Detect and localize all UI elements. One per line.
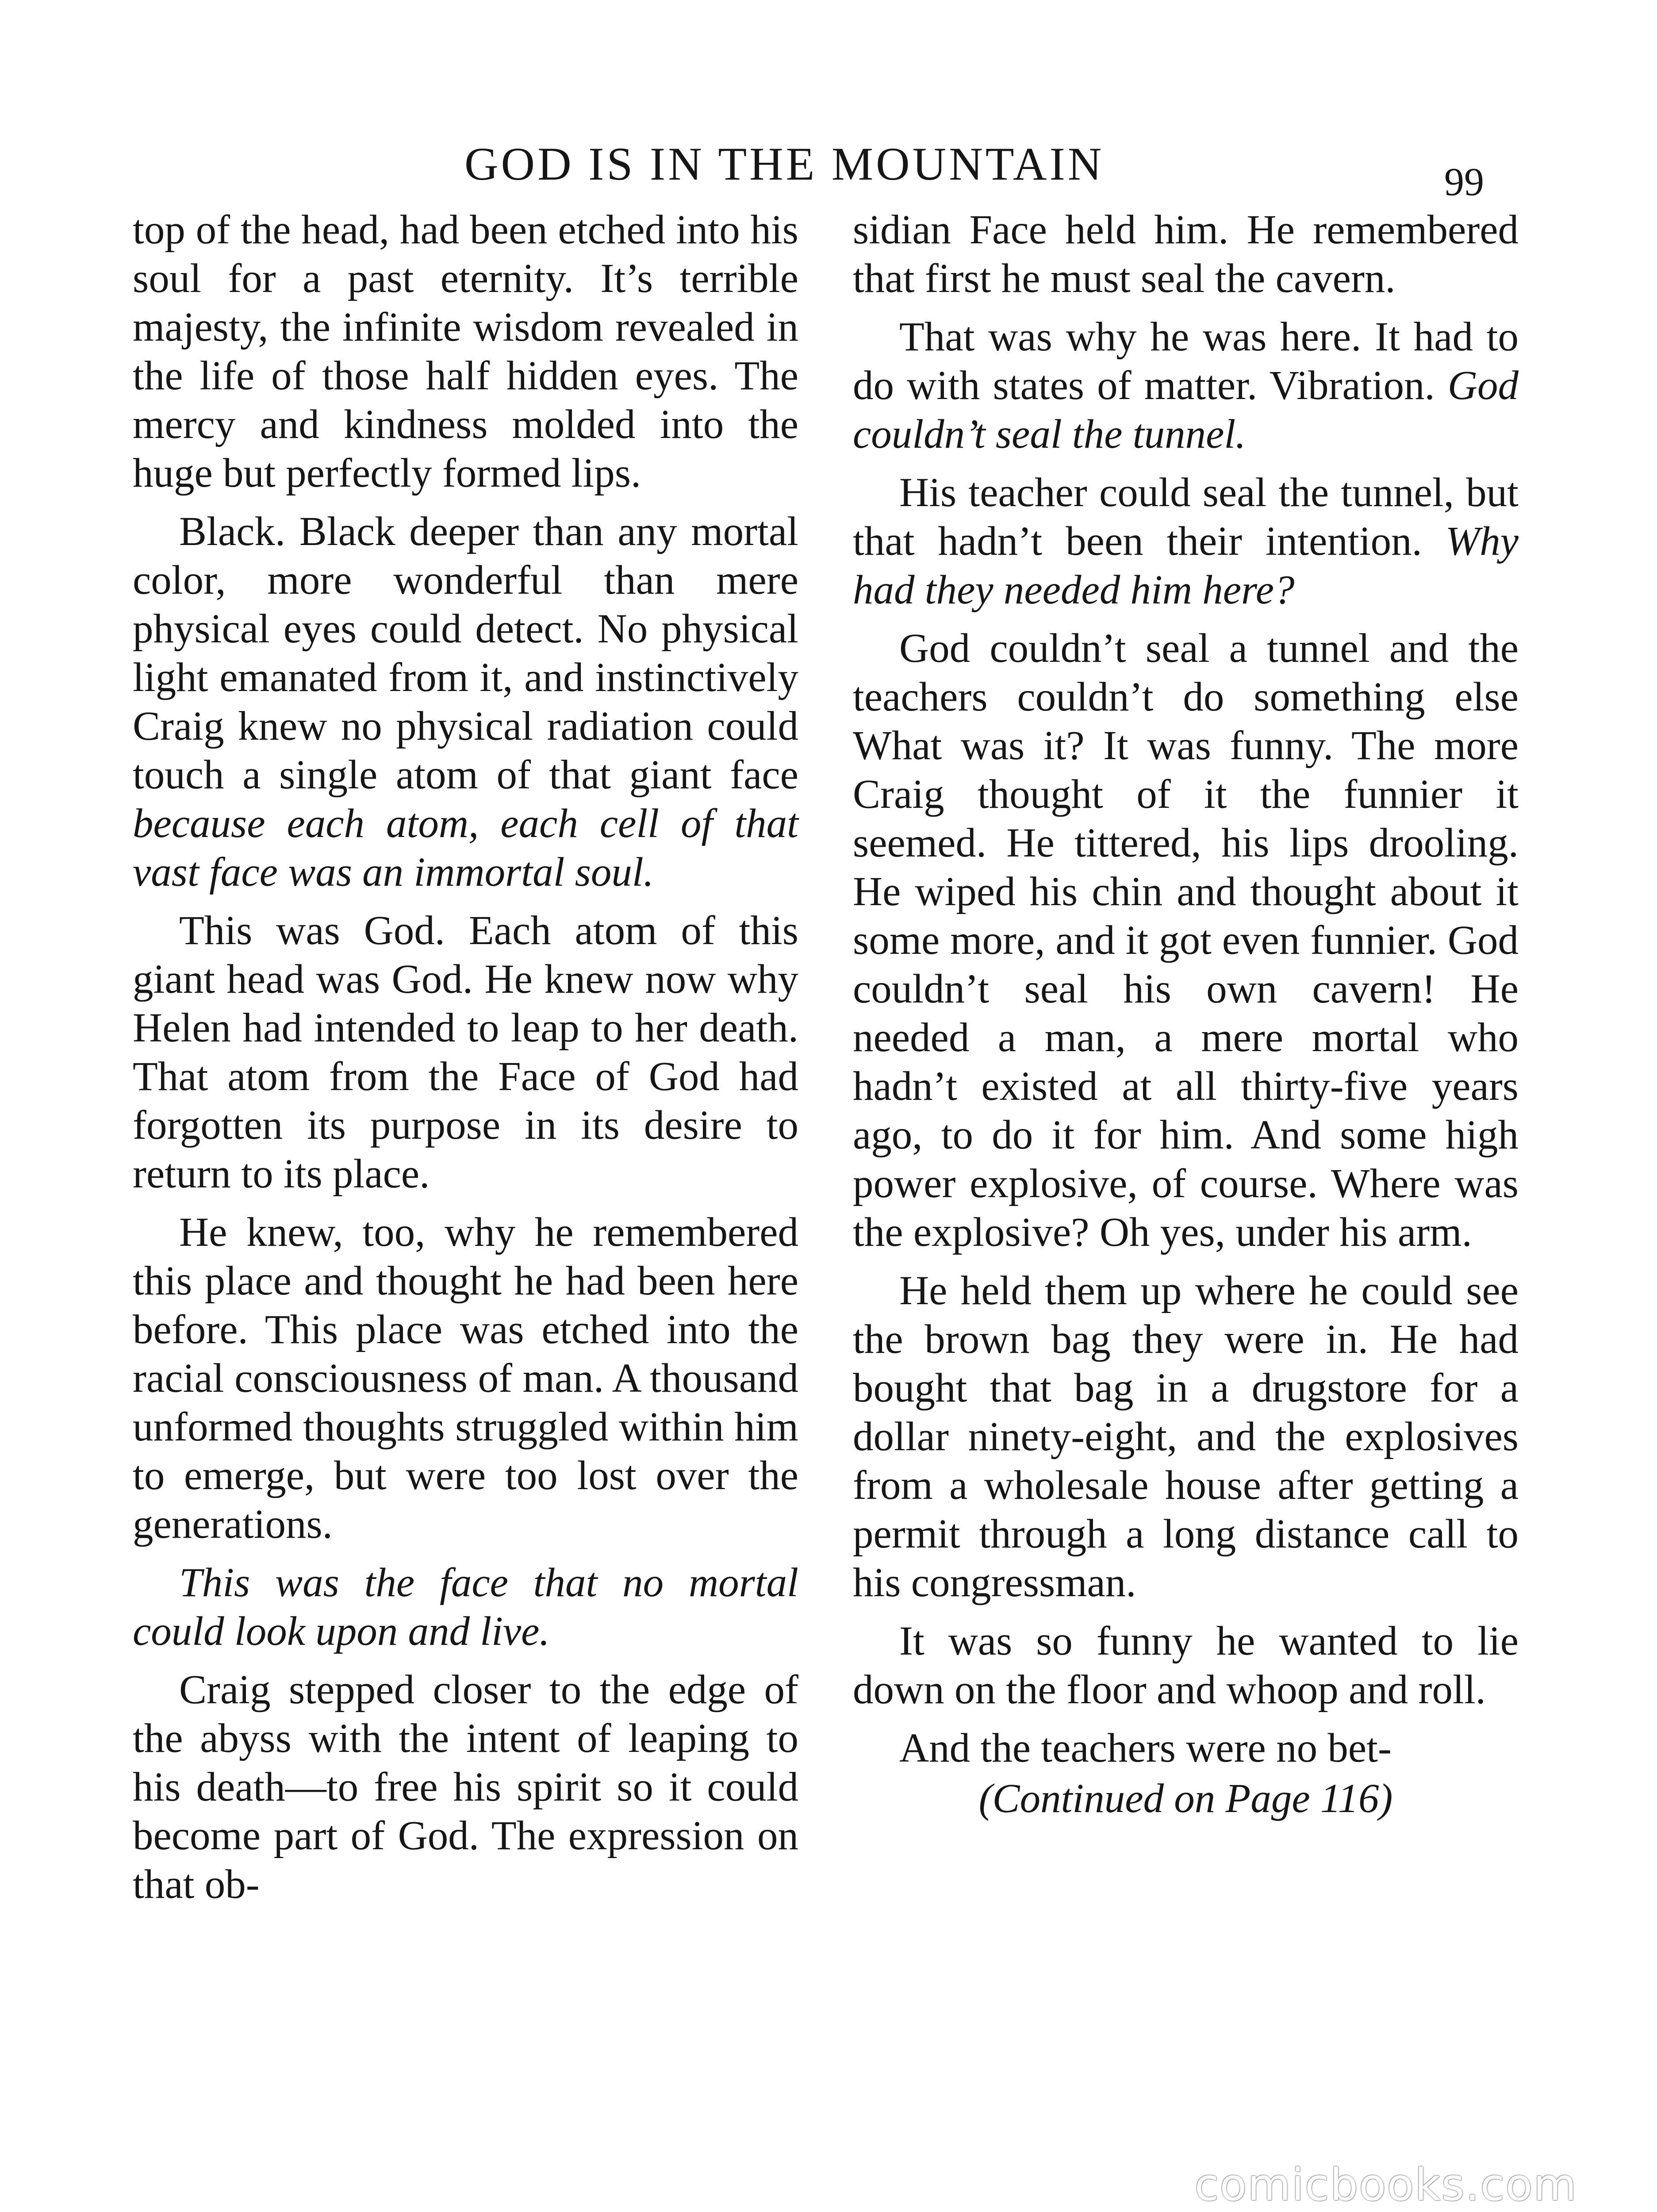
italic-text: Why had they needed him here? [853, 518, 1519, 613]
continued-note: (Continued on Page 116) [978, 1776, 1393, 1821]
paragraph-text: His teacher could seal the tunnel, but that hadn’t been their intention. [853, 470, 1519, 564]
paragraph: And the teachers were no bet- [899, 1725, 1392, 1771]
paragraph [133, 507, 798, 897]
paragraph [853, 469, 1519, 614]
page-number: 99 [1444, 160, 1484, 204]
italic-text: because each atom, each cell of that vast face was an immortal soul. [133, 801, 798, 895]
paragraph: This was God. Each atom of this giant head was God. He knew now why Helen had intended to leap to her death. That atom from the Face of God had forgotten its purpose in its desire to return to its place. [133, 908, 798, 1197]
paragraph: It was so funny he wanted to lie down on the floor and whoop and roll. [853, 1618, 1519, 1713]
paragraph: sidian Face held him. He remembered that first he must seal the cavern. [853, 207, 1519, 301]
paragraph: He knew, too, why he remembered this place and thought he had been here before. This place was etched into the racial consciousness of man. A thousand unformed thoughts struggled within him to emerge, but were too lost over the generations. [133, 1210, 798, 1547]
running-title: GOD IS IN THE MOUNTAIN [464, 138, 1105, 190]
italic-text: God couldn’t seal the tunnel. [853, 363, 1519, 457]
italic-paragraph: This was the face that no mortal could look upon and live. [133, 1560, 798, 1654]
paragraph: Craig stepped closer to the edge of the abyss with the intent of leaping to his death—to free his spirit so it could become part of God. The expression on that ob- [133, 1667, 798, 1907]
page-header [0, 128, 1657, 204]
site-watermark: comicbooks.com [1194, 2159, 1577, 2211]
paragraph: He held them up where he could see the brown bag they were in. He had bought that bag in a drugstore for a dollar ninety-eight, and the explosives from a wholesale house after getting a permit through a long distance call to his congressman. [853, 1268, 1519, 1605]
left-column [133, 206, 798, 1909]
paragraph: God couldn’t seal a tunnel and the teachers couldn’t do something else What was it? It was funny. The more Craig thought of it the funnier it seemed. He tittered, his lips drooling. He wiped his chin and thought about it some more, and it got even funnier. God couldn’t seal his own cavern! He needed a man, a mere mortal who hadn’t existed at all thirty-five years ago, to do it for him. And some high power explosive, of course. Where was the explosive? Oh yes, under his arm. [853, 626, 1519, 1255]
paragraph [853, 313, 1519, 459]
paragraph-text: That was why he was here. It had to do with states of matter. Vibration. [853, 314, 1519, 408]
paragraph: top of the head, had been etched into his soul for a past eternity. It’s terrible majesty, the infinite wisdom revealed in the life of those half hidden eyes. The mercy and kindness molded into the huge but perfectly formed lips. [133, 207, 798, 496]
paragraph-text: Black. Black deeper than any mortal color, more wonderful than mere physical eyes could detect. No physical light emanated from it, and instinctively Craig knew no physical radiation could touch a single atom of that giant face [133, 509, 798, 798]
right-column [853, 206, 1519, 1823]
